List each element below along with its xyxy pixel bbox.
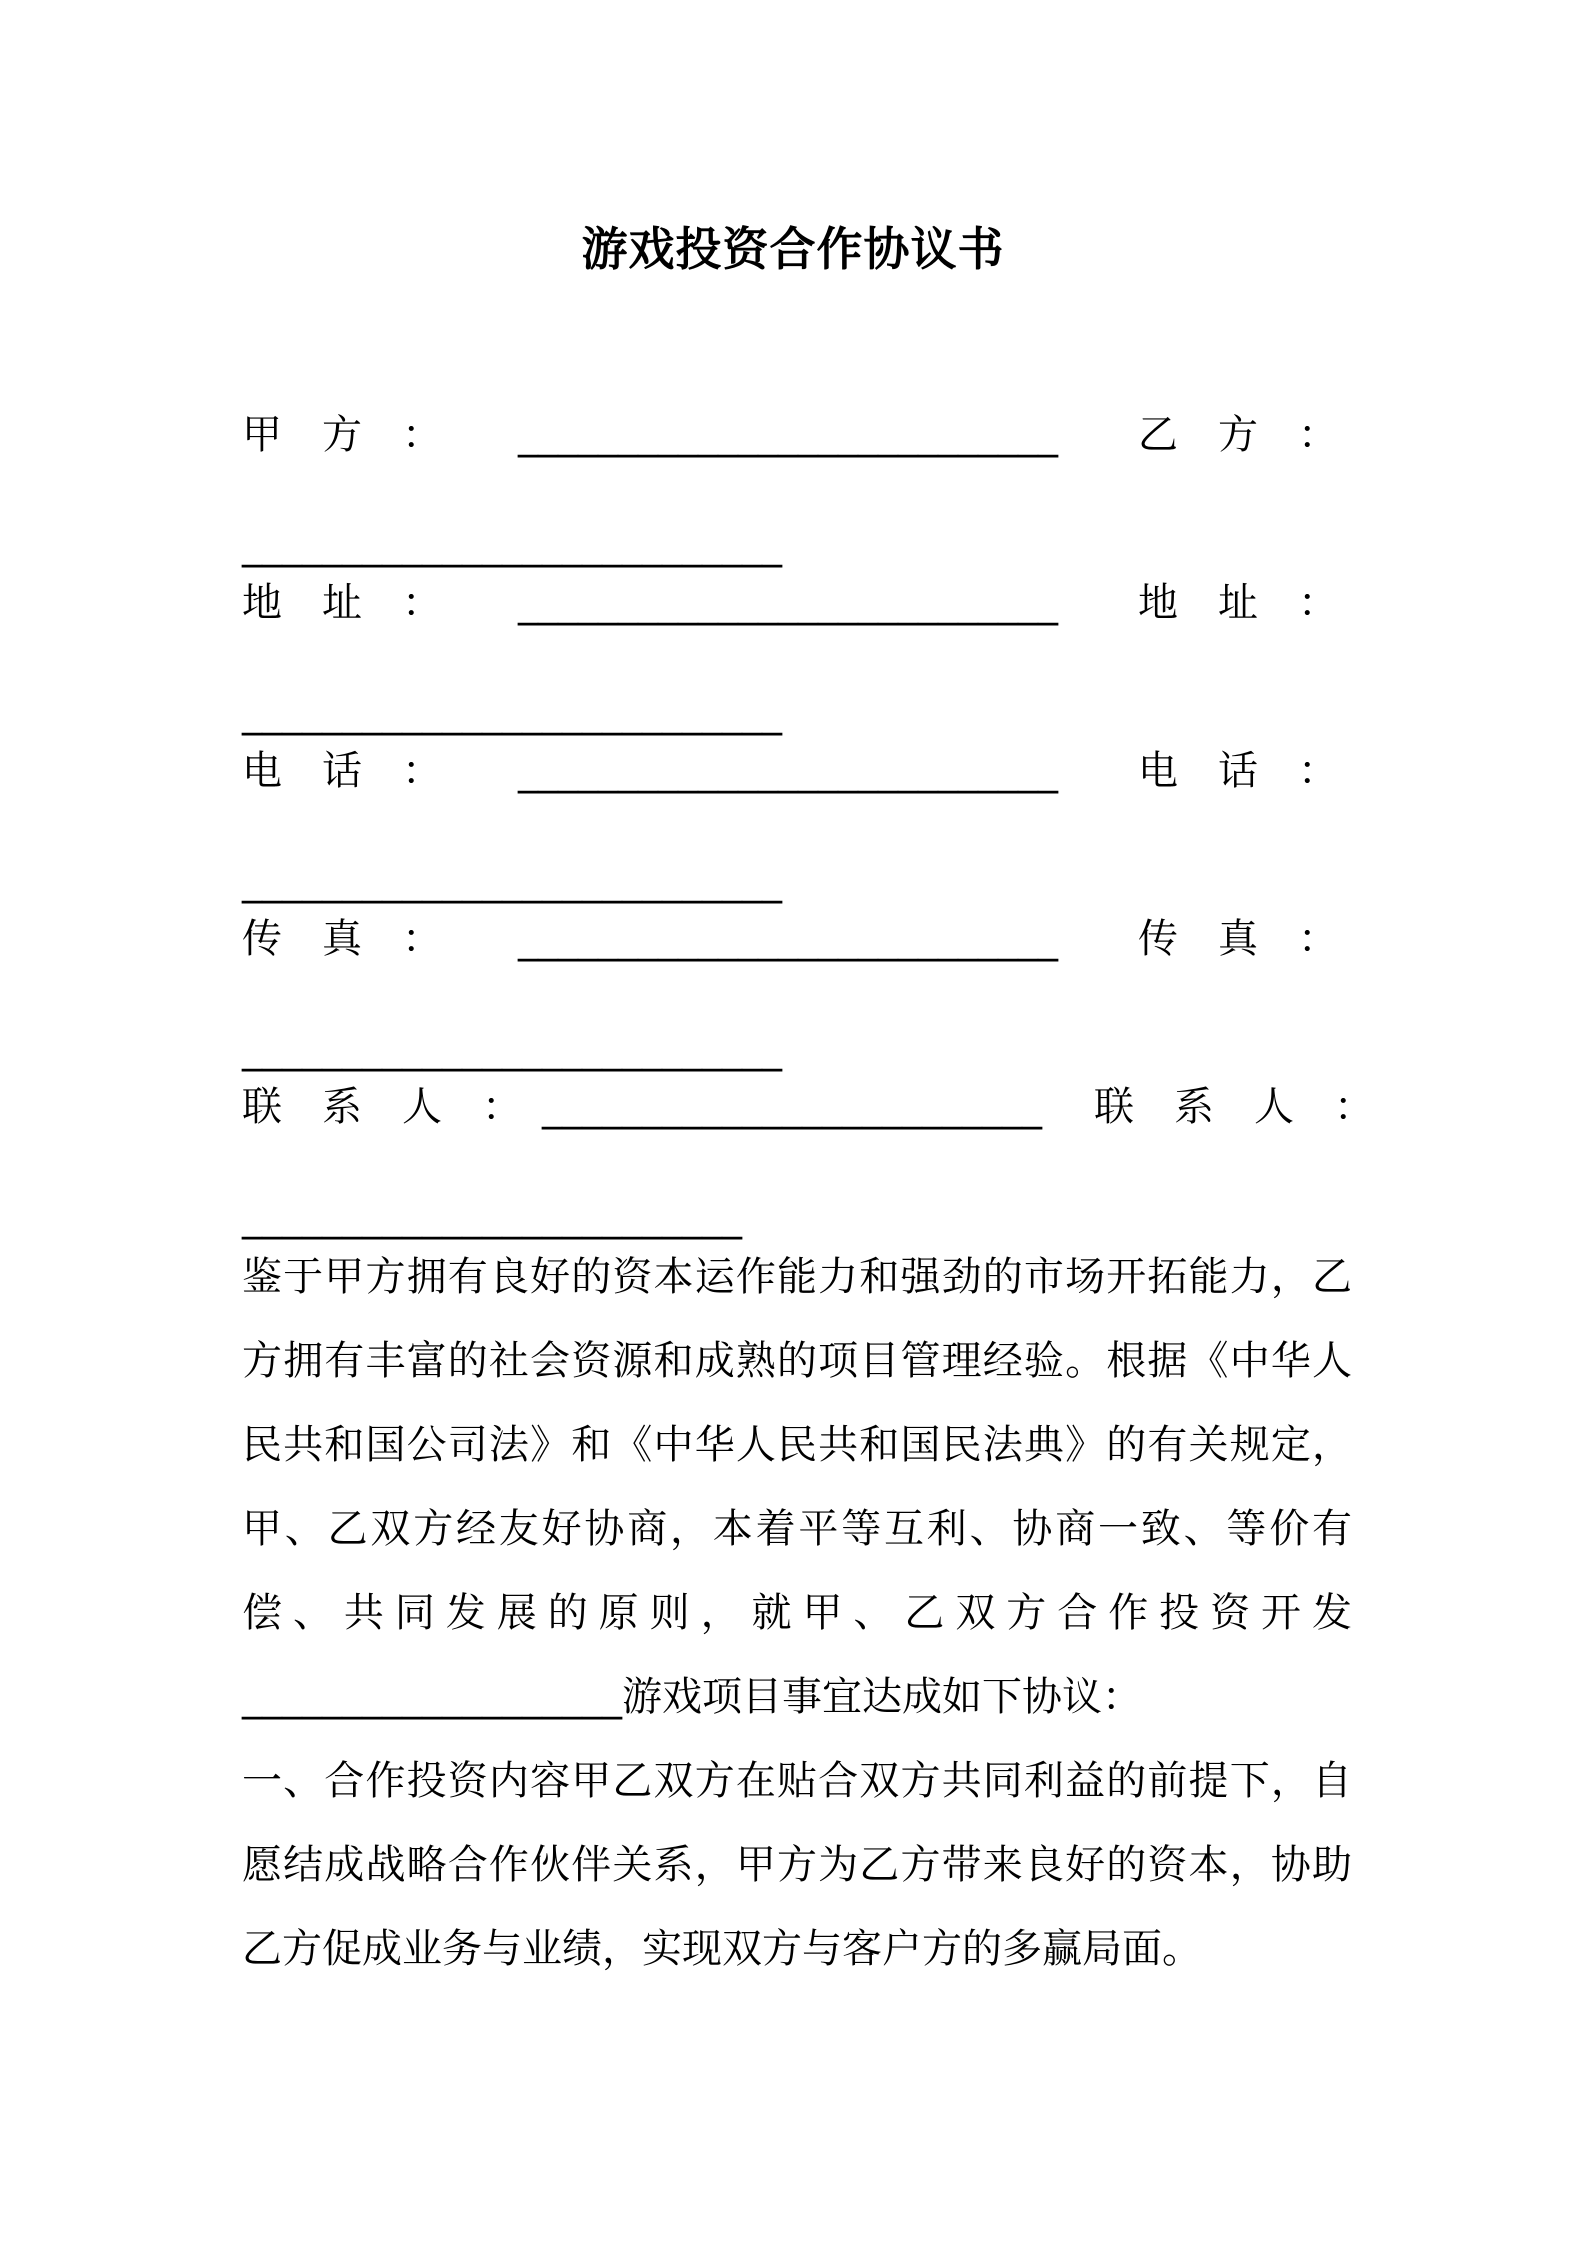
party-a-fax-blank: ___________________________: [518, 916, 1058, 962]
party-a-address-blank: ___________________________: [518, 580, 1058, 626]
party-a-fax-label: 传 真 ：: [242, 916, 442, 962]
party-a-contact-blank: _________________________: [542, 1084, 1042, 1130]
party-b-blank: ___________________________: [242, 522, 782, 568]
party-b-fax-label: 传 真 ：: [1138, 916, 1338, 962]
party-a-phone-label: 电 话 ：: [242, 748, 442, 794]
clause-1-paragraph: 一、合作投资内容甲乙双方在贴合双方共同利益的前提下，自愿结成战略合作伙伴关系，甲方为乙方带来良好的资本，协助乙方促成业务与业绩，实现双方与客户方的多赢局面。: [242, 1758, 1352, 1972]
field-row-address: [242, 573, 1350, 633]
party-a-label: 甲 方 ：: [242, 412, 442, 458]
party-b-phone-label: 电 话 ：: [1138, 748, 1338, 794]
party-a-phone-blank: ___________________________: [518, 748, 1058, 794]
party-b-contact-label: 联 系 人 ：: [1094, 1084, 1374, 1130]
party-b-contact-blank: _________________________: [242, 1194, 742, 1240]
party-b-phone-blank: ___________________________: [242, 858, 782, 904]
party-b-label: 乙 方 ：: [1138, 412, 1338, 458]
party-b-address-label: 地 址 ：: [1138, 580, 1338, 626]
field-row-contact: [242, 1077, 1374, 1137]
preamble-paragraph: 鉴于甲方拥有良好的资本运作能力和强劲的市场开拓能力，乙方拥有丰富的社会资源和成熟的项目管理经验。根据《中华人民共和国公司法》和《中华人民共和国民法典》的有关规定，甲、乙双方经友好协商，本着平等互利、协商一致、等价有偿、共同发展的原则，就甲、乙双方合作投资开发___________________游戏项目事宜达成如下协议：: [242, 1254, 1352, 1720]
document-title: 游戏投资合作协议书: [581, 222, 1005, 276]
party-a-address-label: 地 址 ：: [242, 580, 442, 626]
party-b-fax-blank: ___________________________: [242, 1026, 782, 1072]
party-a-blank: ___________________________: [518, 412, 1058, 458]
field-row-fax: [242, 909, 1350, 969]
field-row-phone: [242, 741, 1350, 801]
party-b-address-blank: ___________________________: [242, 690, 782, 736]
party-a-contact-label: 联 系 人 ：: [242, 1084, 522, 1130]
field-row-party: [242, 405, 1350, 465]
